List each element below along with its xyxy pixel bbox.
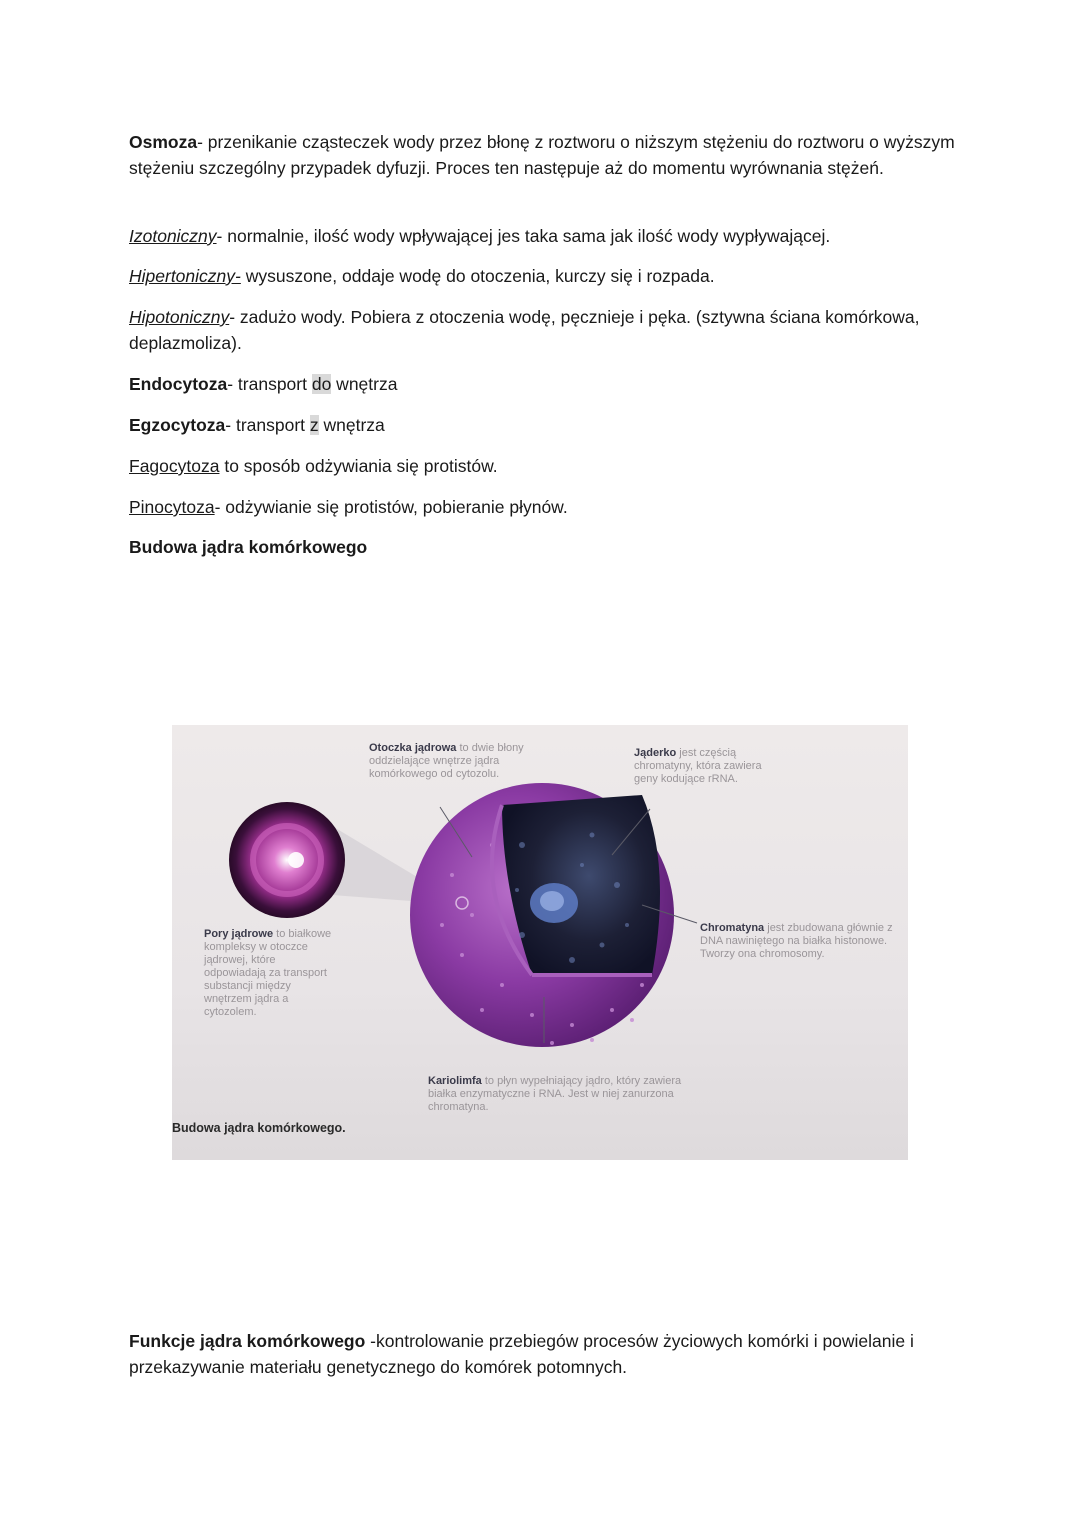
chromatyna-term: Chromatyna	[700, 922, 765, 934]
fagocytoza-definition: to sposób odżywiania się protistów.	[219, 456, 498, 476]
endocytoza-paragraph	[129, 371, 959, 397]
hipotoniczny-paragraph	[129, 304, 959, 356]
jaderko-annotation	[634, 747, 784, 786]
nucleus-figure	[172, 725, 908, 1160]
egzocytoza-definition-b: wnętrza	[318, 415, 385, 435]
egzocytoza-definition-a: - transport	[225, 415, 310, 435]
izotoniczny-paragraph	[129, 223, 959, 249]
endocytoza-definition-a: - transport	[227, 374, 312, 394]
fagocytoza-term: Fagocytoza	[129, 456, 220, 476]
figure-caption: Budowa jądra komórkowego.	[172, 1121, 346, 1135]
funkcje-definition: -kontrolowanie przebiegów procesów życiowych komórki i powielanie i przekazywanie materiału genetycznego do komórek potomnych.	[129, 1331, 914, 1377]
egzocytoza-term: Egzocytoza	[129, 415, 226, 435]
hipotoniczny-definition: - zadużo wody. Pobiera z otoczenia wodę, pęcznieje i pęka. (sztywna ściana komórkowa, deplazmoliza).	[129, 307, 920, 353]
izotoniczny-definition: - normalnie, ilość wody wpływającej jes taka sama jak ilość wody wypływającej.	[216, 226, 831, 246]
pinocytoza-definition: - odżywianie się protistów, pobieranie płynów.	[214, 497, 568, 517]
otoczka-annotation	[369, 742, 534, 781]
pory-annotation	[204, 928, 339, 1019]
funkcje-term: Funkcje jądra komórkowego	[129, 1331, 366, 1351]
otoczka-text: to dwie błony oddzielające wnętrze jądra komórkowego od cytozolu.	[369, 742, 524, 780]
chromatyna-text: jest zbudowana głównie z DNA nawiniętego na białka histonowe. Tworzy ona chromosomy.	[700, 922, 893, 960]
egzocytoza-paragraph	[129, 412, 959, 438]
pinocytoza-term: Pinocytoza	[129, 497, 215, 517]
hipertoniczny-definition: wysuszone, oddaje wodę do otoczenia, kurczy się i rozpada.	[240, 266, 715, 286]
pore-zoom-circle	[229, 802, 345, 918]
hipotoniczny-term: Hipotoniczny	[129, 307, 230, 327]
kariolimfa-annotation	[428, 1075, 698, 1114]
endocytoza-definition-b: wnętrza	[331, 374, 398, 394]
kariolimfa-term: Kariolimfa	[428, 1075, 482, 1087]
endocytoza-term: Endocytoza	[129, 374, 228, 394]
funkcje-paragraph	[129, 1328, 959, 1380]
pory-text: to białkowe kompleksy w otoczce jądrowej, które odpowiadają za transport substancji między wnętrzem jądra a cytozolem.	[204, 928, 332, 1018]
pory-term: Pory jądrowe	[204, 928, 274, 940]
jaderko-text: jest częścią chromatyny, która zawiera geny kodujące rRNA.	[634, 747, 762, 785]
egzocytoza-highlight: z	[309, 415, 319, 435]
jaderko-term: Jąderko	[634, 747, 677, 759]
budowa-heading: Budowa jądra komórkowego	[129, 537, 368, 557]
chromatyna-annotation	[700, 922, 895, 961]
hipertoniczny-paragraph	[129, 263, 959, 289]
pinocytoza-paragraph	[129, 494, 959, 520]
nucleus-interior	[502, 795, 660, 975]
osmoza-definition: - przenikanie cząsteczek wody przez błonę z roztworu o niższym stężeniu do roztworu o wyższym stężeniu szczególny przypadek dyfuzji. Proces ten następuje aż do momentu wyrównania stężeń.	[129, 132, 955, 178]
otoczka-term: Otoczka jądrowa	[369, 742, 457, 754]
hipertoniczny-term: Hipertoniczny-	[129, 266, 241, 286]
fagocytoza-paragraph	[129, 453, 959, 479]
kariolimfa-text: to płyn wypełniający jądro, który zawiera białka enzymatyczne i RNA. Jest w niej zanurzona chromatyna.	[428, 1075, 682, 1113]
osmoza-term: Osmoza	[129, 132, 198, 152]
endocytoza-highlight: do	[311, 374, 332, 394]
osmoza-paragraph	[129, 129, 959, 181]
izotoniczny-term: Izotoniczny	[129, 226, 217, 246]
